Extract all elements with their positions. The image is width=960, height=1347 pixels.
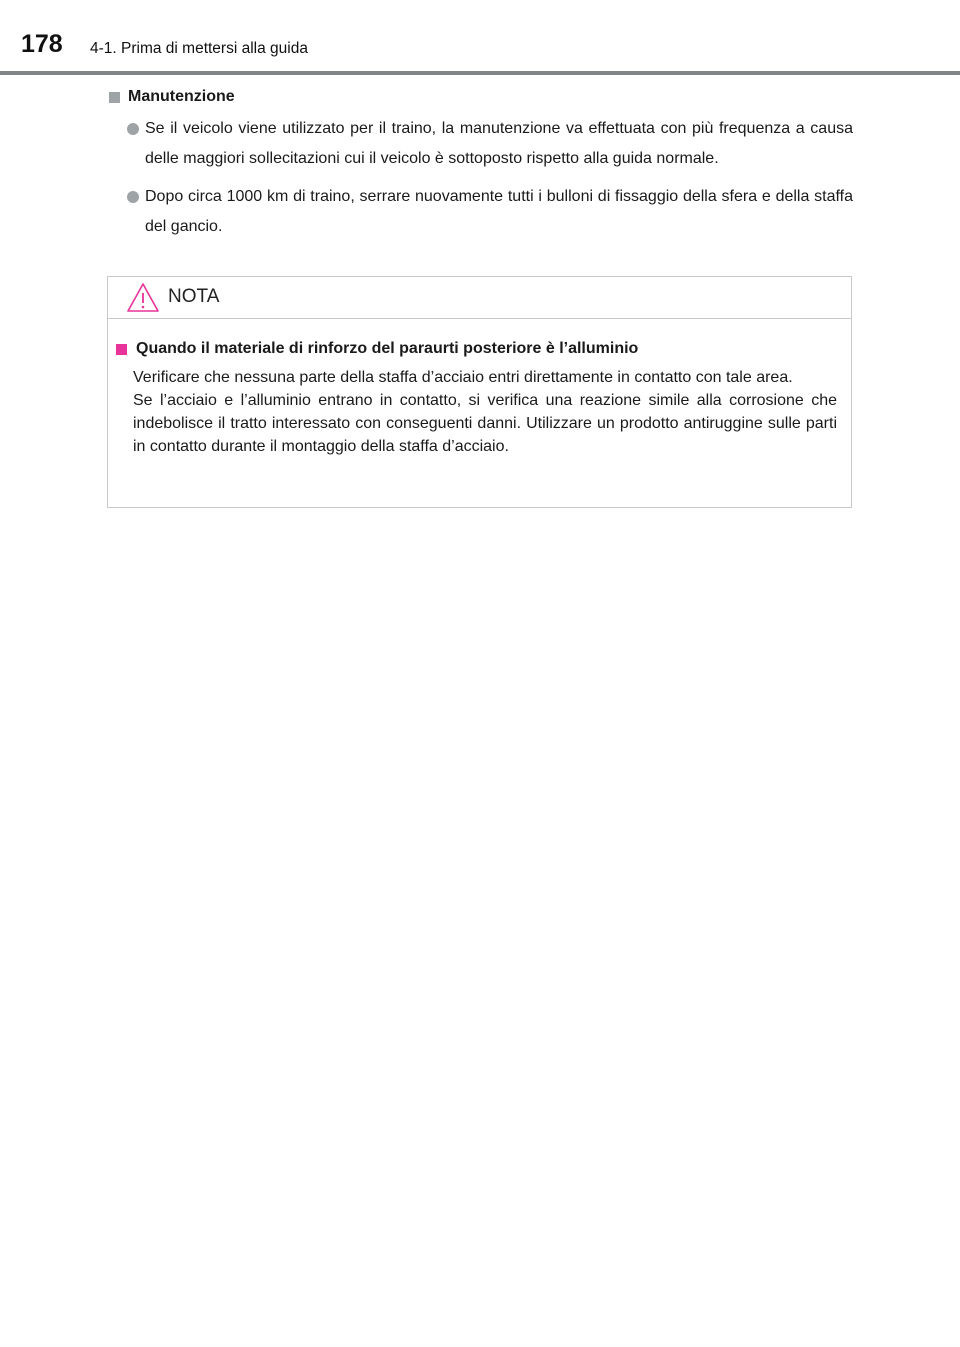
notice-paragraph: Se l’acciaio e l’alluminio entrano in contatto, si verifica una reazione simile alla corrosione che indebolisce il tratto interessato con conseguenti danni. Utilizzare un prodotto antiruggine sulle parti in contatto durante il montaggio della staffa d’acciaio. [133, 392, 837, 455]
list-item-text: Se il veicolo viene utilizzato per il traino, la manutenzione va effettuata con più frequenza a causa delle maggiori sollecitazioni cui il veicolo è sottoposto rispetto alla guida normale. [145, 120, 853, 167]
notice-header [108, 277, 851, 319]
notice-heading-text: Quando il materiale di rinforzo del paraurti posteriore è l’alluminio [136, 340, 639, 357]
notice-body [108, 319, 851, 458]
notice-label: NOTA [168, 286, 220, 307]
notice-heading [114, 338, 837, 360]
chapter-title: 4-1. Prima di mettersi alla guida [90, 40, 308, 57]
maintenance-section [108, 86, 853, 250]
header-rule [0, 71, 960, 75]
notice-paragraph: Verificare che nessuna parte della staffa d’acciaio entri direttamente in contatto con tale area. [133, 369, 793, 386]
list-item [108, 114, 853, 174]
section-heading-text: Manutenzione [128, 88, 235, 105]
notice-box [107, 276, 852, 508]
list-item-text: Dopo circa 1000 km di traino, serrare nuovamente tutti i bulloni di fissaggio della sfera e della staffa del gancio. [145, 188, 853, 235]
circle-bullet-icon [127, 191, 139, 203]
square-bullet-icon [109, 92, 120, 103]
square-bullet-icon [116, 344, 127, 355]
section-heading [108, 86, 853, 108]
page-number: 178 [21, 30, 63, 58]
circle-bullet-icon [127, 123, 139, 135]
warning-triangle-icon [126, 282, 160, 314]
list-item [108, 182, 853, 242]
